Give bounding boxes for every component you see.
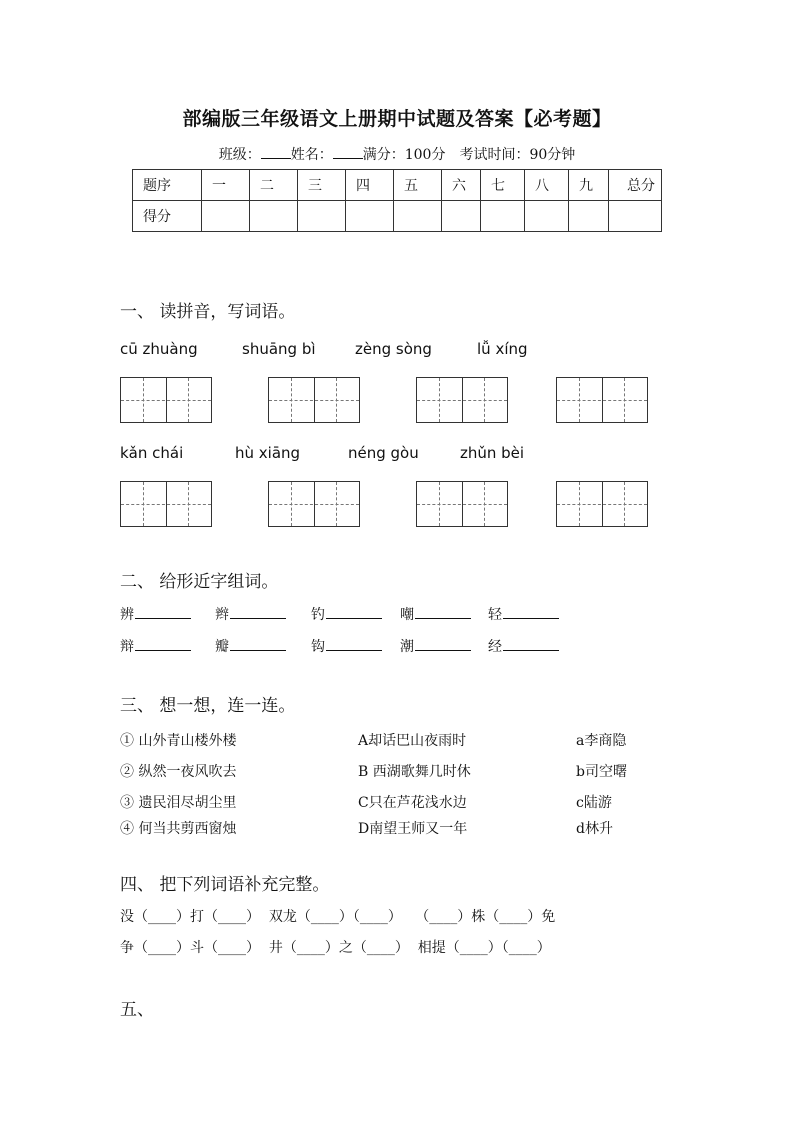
table-cell: 九 bbox=[569, 170, 609, 201]
idiom-line-2[interactable]: 争（____）斗（____） 井（____）之（____） 相提（____）（____） bbox=[120, 940, 551, 956]
poet-name[interactable]: a李商隐 bbox=[576, 733, 627, 749]
char: 潮 bbox=[400, 639, 414, 655]
table-cell: 八 bbox=[525, 170, 569, 201]
char: 嘲 bbox=[400, 607, 414, 623]
pinyin-label: lǚ xíng bbox=[477, 340, 528, 358]
score-cell[interactable] bbox=[569, 201, 609, 232]
poem-line[interactable]: ④ 何当共剪西窗烛 bbox=[120, 821, 237, 837]
score-cell[interactable] bbox=[202, 201, 250, 232]
score-table bbox=[132, 169, 662, 232]
table-cell: 二 bbox=[250, 170, 298, 201]
writing-grid[interactable] bbox=[556, 377, 648, 423]
answer-blank[interactable] bbox=[503, 604, 559, 619]
table-cell: 六 bbox=[442, 170, 481, 201]
word-item bbox=[311, 636, 382, 656]
answer-blank[interactable] bbox=[135, 636, 191, 651]
score-cell[interactable] bbox=[481, 201, 525, 232]
word-item bbox=[120, 604, 191, 624]
score-cell[interactable] bbox=[394, 201, 442, 232]
class-blank[interactable] bbox=[261, 146, 291, 159]
word-item bbox=[488, 604, 559, 624]
word-item bbox=[215, 636, 286, 656]
poem-match[interactable]: D南望王师又一年 bbox=[358, 821, 468, 837]
word-item bbox=[400, 636, 471, 656]
table-cell: 一 bbox=[202, 170, 250, 201]
writing-grid[interactable] bbox=[268, 377, 360, 423]
poet-name[interactable]: c陆游 bbox=[576, 795, 612, 811]
pinyin-label: hù xiāng bbox=[235, 444, 301, 462]
poem-line[interactable]: ③ 遗民泪尽胡尘里 bbox=[120, 795, 237, 811]
writing-grid[interactable] bbox=[556, 481, 648, 527]
table-cell: 七 bbox=[481, 170, 525, 201]
table-cell: 总分 bbox=[609, 170, 662, 201]
name-label: 姓名： bbox=[290, 147, 333, 163]
pinyin-label: cū zhuàng bbox=[120, 340, 198, 358]
score-table-score-row bbox=[133, 201, 662, 232]
word-item bbox=[120, 636, 191, 656]
pinyin-label: kǎn chái bbox=[120, 444, 184, 462]
score-table-header-row bbox=[133, 170, 662, 201]
poem-match[interactable]: C只在芦花浅水边 bbox=[358, 795, 467, 811]
poem-line[interactable]: ② 纵然一夜风吹去 bbox=[120, 764, 237, 780]
word-item bbox=[400, 604, 471, 624]
section3-heading: 三、 想一想，连一连。 bbox=[120, 696, 296, 716]
word-item bbox=[311, 604, 382, 624]
pinyin-label: zèng sòng bbox=[355, 340, 432, 358]
score-cell[interactable] bbox=[298, 201, 346, 232]
poet-name[interactable]: b司空曙 bbox=[576, 764, 627, 780]
char: 辫 bbox=[215, 607, 229, 623]
pinyin-label: néng gòu bbox=[348, 444, 419, 462]
table-cell: 得分 bbox=[133, 201, 202, 232]
answer-blank[interactable] bbox=[503, 636, 559, 651]
full-score: 满分：100分 bbox=[362, 147, 446, 163]
pinyin-label: zhǔn bèi bbox=[460, 444, 525, 462]
table-cell: 题序 bbox=[133, 170, 202, 201]
poet-name[interactable]: d林升 bbox=[576, 821, 613, 837]
writing-grid[interactable] bbox=[120, 377, 212, 423]
char: 经 bbox=[488, 639, 502, 655]
char: 钩 bbox=[311, 639, 325, 655]
exam-info bbox=[0, 144, 794, 164]
poem-match[interactable]: B 西湖歌舞几时休 bbox=[358, 764, 471, 780]
answer-blank[interactable] bbox=[135, 604, 191, 619]
table-cell: 三 bbox=[298, 170, 346, 201]
score-cell[interactable] bbox=[525, 201, 569, 232]
exam-time: 考试时间：90分钟 bbox=[459, 147, 576, 163]
table-cell: 四 bbox=[346, 170, 394, 201]
poem-match[interactable]: A却话巴山夜雨时 bbox=[358, 733, 467, 749]
answer-blank[interactable] bbox=[415, 604, 471, 619]
section2-heading: 二、 给形近字组词。 bbox=[120, 572, 279, 592]
section1-heading: 一、 读拼音，写词语。 bbox=[120, 302, 296, 322]
section4-heading: 四、 把下列词语补充完整。 bbox=[120, 875, 330, 895]
class-label: 班级： bbox=[218, 147, 261, 163]
score-cell[interactable] bbox=[346, 201, 394, 232]
table-cell: 五 bbox=[394, 170, 442, 201]
idiom-line-1[interactable]: 没（____）打（____） 双龙（____）（____） （____）株（____）免 bbox=[120, 909, 556, 925]
name-blank[interactable] bbox=[333, 146, 363, 159]
writing-grid[interactable] bbox=[120, 481, 212, 527]
section5-heading: 五、 bbox=[120, 1000, 154, 1020]
char: 钓 bbox=[311, 607, 325, 623]
poem-line[interactable]: ① 山外青山楼外楼 bbox=[120, 733, 237, 749]
score-cell[interactable] bbox=[609, 201, 662, 232]
answer-blank[interactable] bbox=[415, 636, 471, 651]
char: 轻 bbox=[488, 607, 502, 623]
writing-grid[interactable] bbox=[416, 481, 508, 527]
score-cell[interactable] bbox=[442, 201, 481, 232]
char: 辨 bbox=[120, 607, 134, 623]
answer-blank[interactable] bbox=[326, 604, 382, 619]
word-item bbox=[215, 604, 286, 624]
writing-grid[interactable] bbox=[268, 481, 360, 527]
char: 辩 bbox=[120, 639, 134, 655]
score-cell[interactable] bbox=[250, 201, 298, 232]
word-item bbox=[488, 636, 559, 656]
writing-grid[interactable] bbox=[416, 377, 508, 423]
answer-blank[interactable] bbox=[230, 636, 286, 651]
char: 瓣 bbox=[215, 639, 229, 655]
answer-blank[interactable] bbox=[230, 604, 286, 619]
answer-blank[interactable] bbox=[326, 636, 382, 651]
page-title: 部编版三年级语文上册期中试题及答案【必考题】 bbox=[182, 108, 612, 130]
pinyin-label: shuāng bì bbox=[242, 340, 316, 358]
